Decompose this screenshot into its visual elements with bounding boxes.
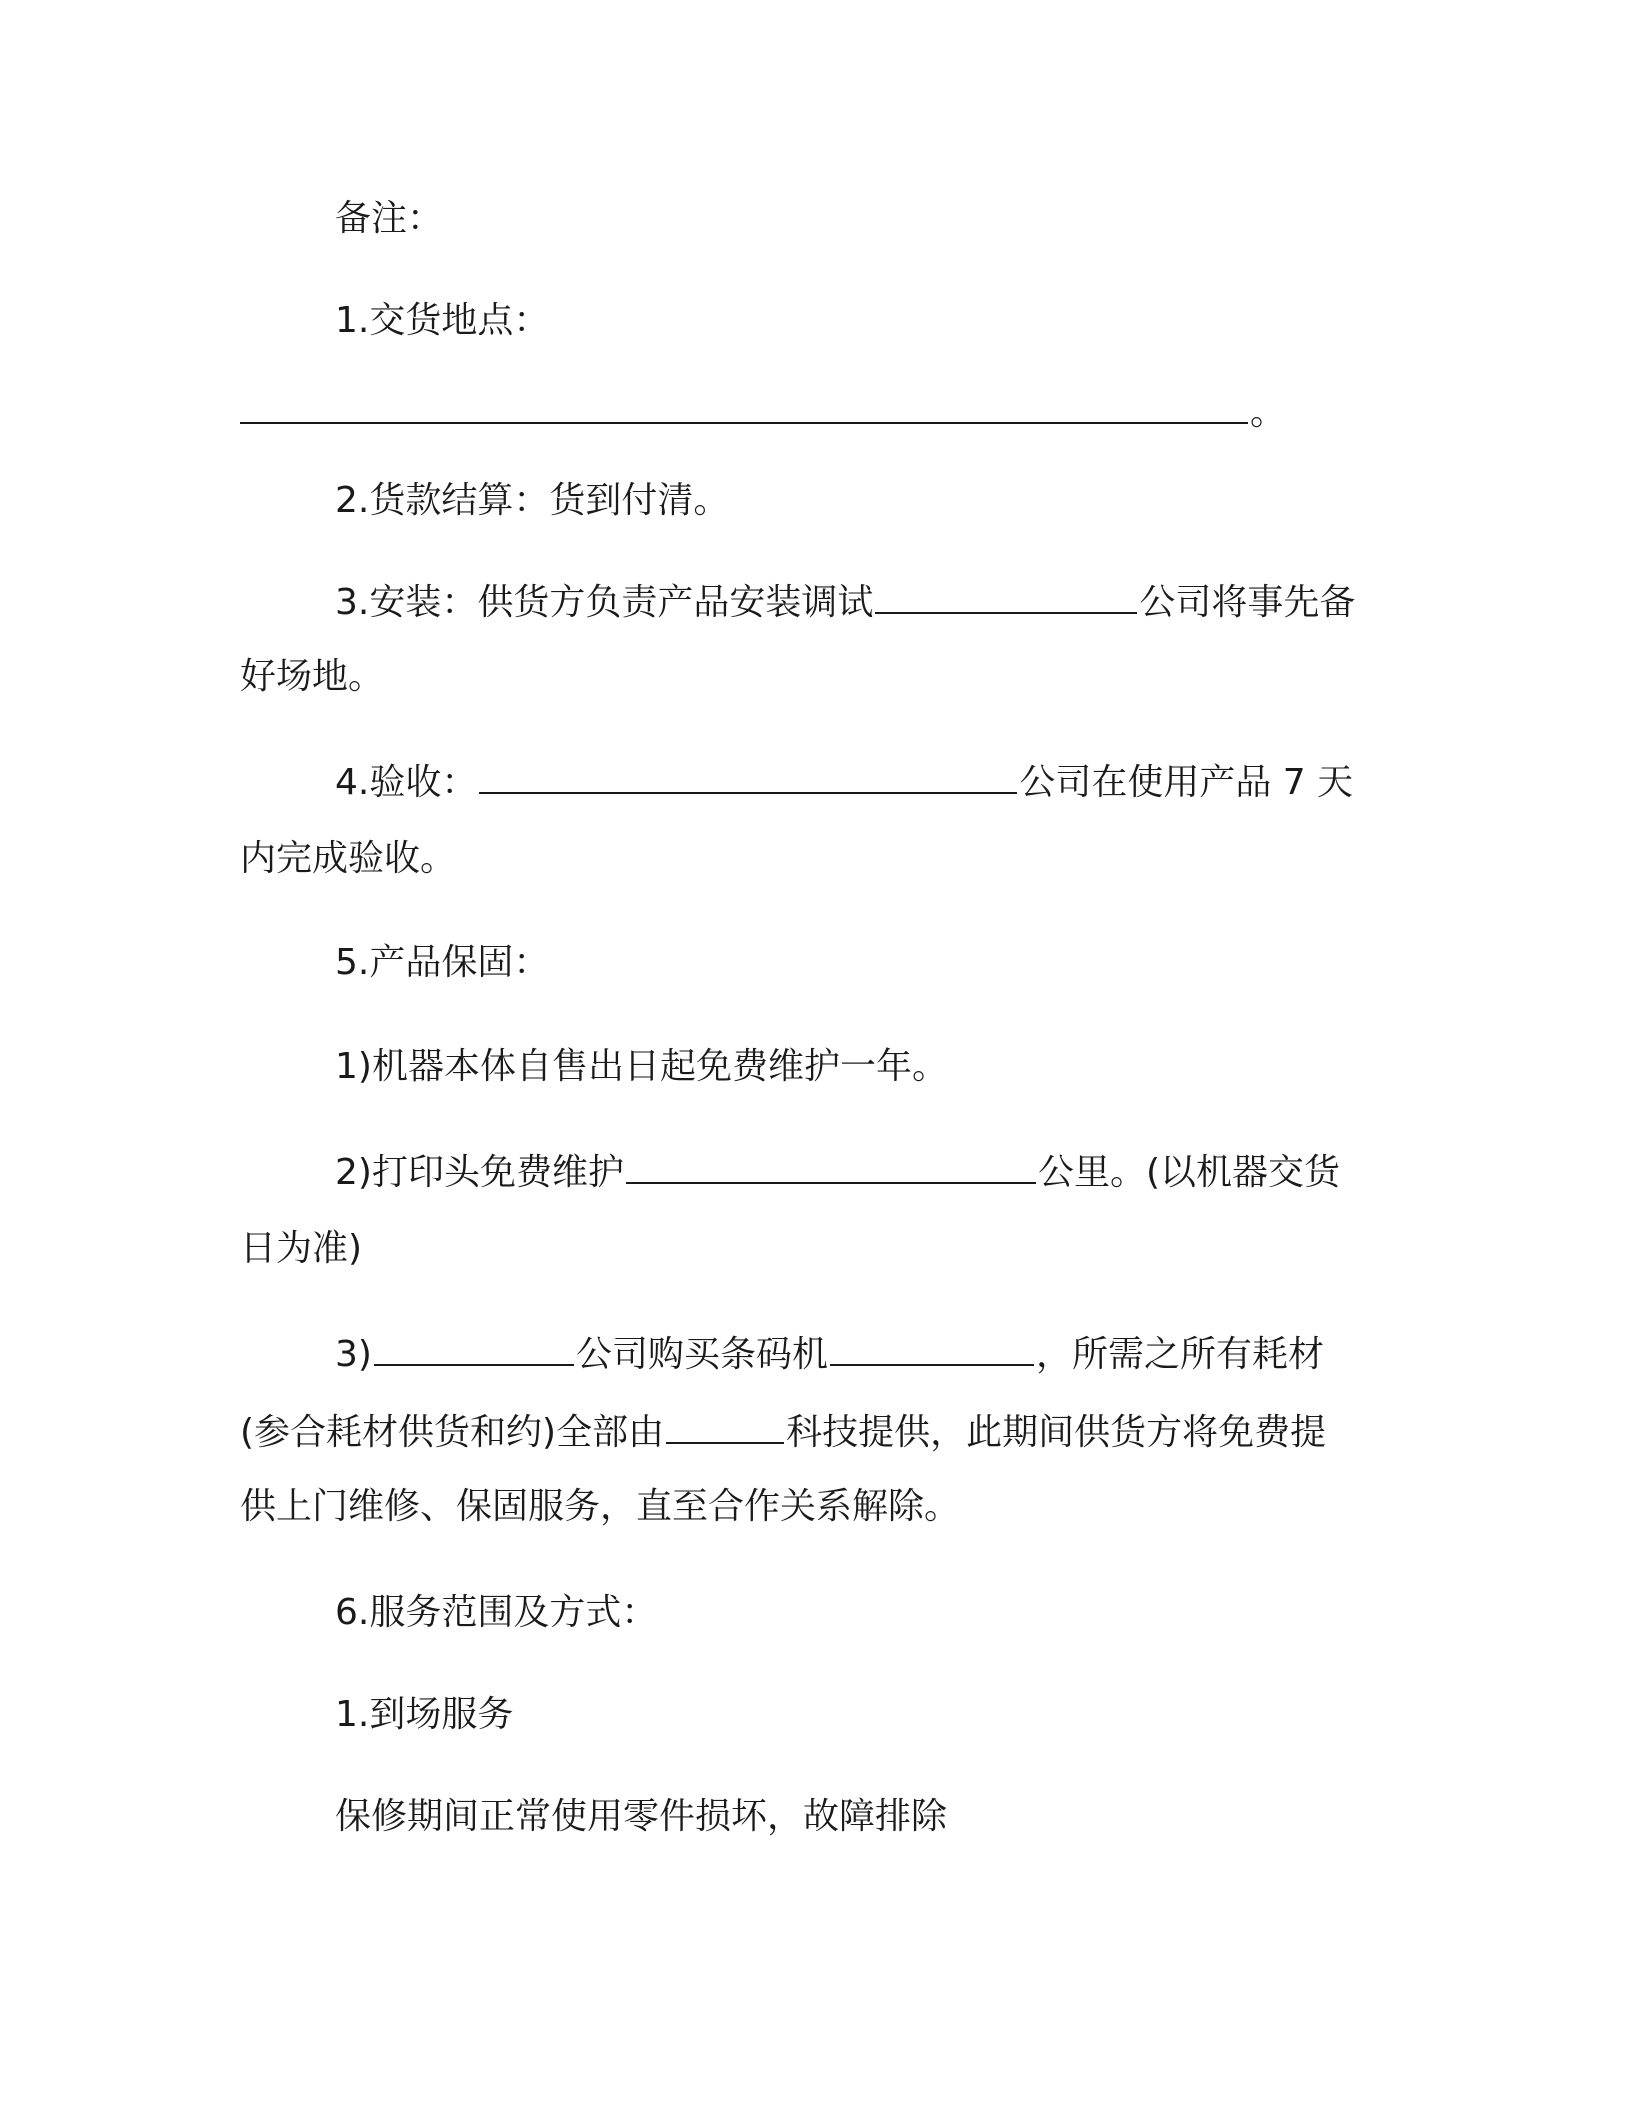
warranty-heading: 5.产品保固： [335, 942, 550, 983]
onsite-service-heading: 1.到场服务 [335, 1694, 514, 1735]
payment-terms: 2.货款结算：货到付清。 [335, 480, 730, 521]
printhead-km-blank[interactable] [626, 1148, 1036, 1184]
remarks-heading: 备注： [335, 198, 444, 239]
installation-clause-line1: 3.安装：供货方负责产品安装调试 公司将事先备 [335, 578, 1380, 626]
acceptance-clause-line2: 内完成验收。 [240, 838, 457, 879]
printer-model-blank[interactable] [830, 1330, 1034, 1366]
buyer-company-blank[interactable] [374, 1330, 574, 1366]
installation-clause-line2: 好场地。 [240, 656, 385, 697]
onsite-service-text: 保修期间正常使用零件损坏，故障排除 [335, 1796, 948, 1837]
delivery-location-line: 。 [240, 388, 1380, 436]
warranty-item-3-line2: (参合耗材供货和约)全部由 科技提供，此期间供货方将免费提 [240, 1408, 1380, 1456]
warranty-item-2-line2: 日为准) [240, 1228, 363, 1269]
warranty-item-2-line1: 2)打印头免费维护 公里。(以机器交货 [335, 1148, 1380, 1196]
warranty-item-3-line3: 供上门维修、保固服务，直至合作关系解除。 [240, 1486, 961, 1527]
warranty-item-1: 1)机器本体自售出日起免费维护一年。 [335, 1046, 948, 1087]
delivery-location-blank[interactable] [240, 388, 1248, 424]
acceptance-clause-line1: 4.验收： 公司在使用产品 7 天 [335, 758, 1380, 806]
supplier-tech-blank[interactable] [666, 1408, 784, 1444]
acceptance-company-blank[interactable] [479, 758, 1017, 794]
service-scope-heading: 6.服务范围及方式： [335, 1592, 658, 1633]
installation-company-blank[interactable] [875, 578, 1137, 614]
delivery-location-label: 1.交货地点： [335, 300, 550, 341]
warranty-item-3-line1: 3) 公司购买条码机 ，所需之所有耗材 [335, 1330, 1380, 1378]
